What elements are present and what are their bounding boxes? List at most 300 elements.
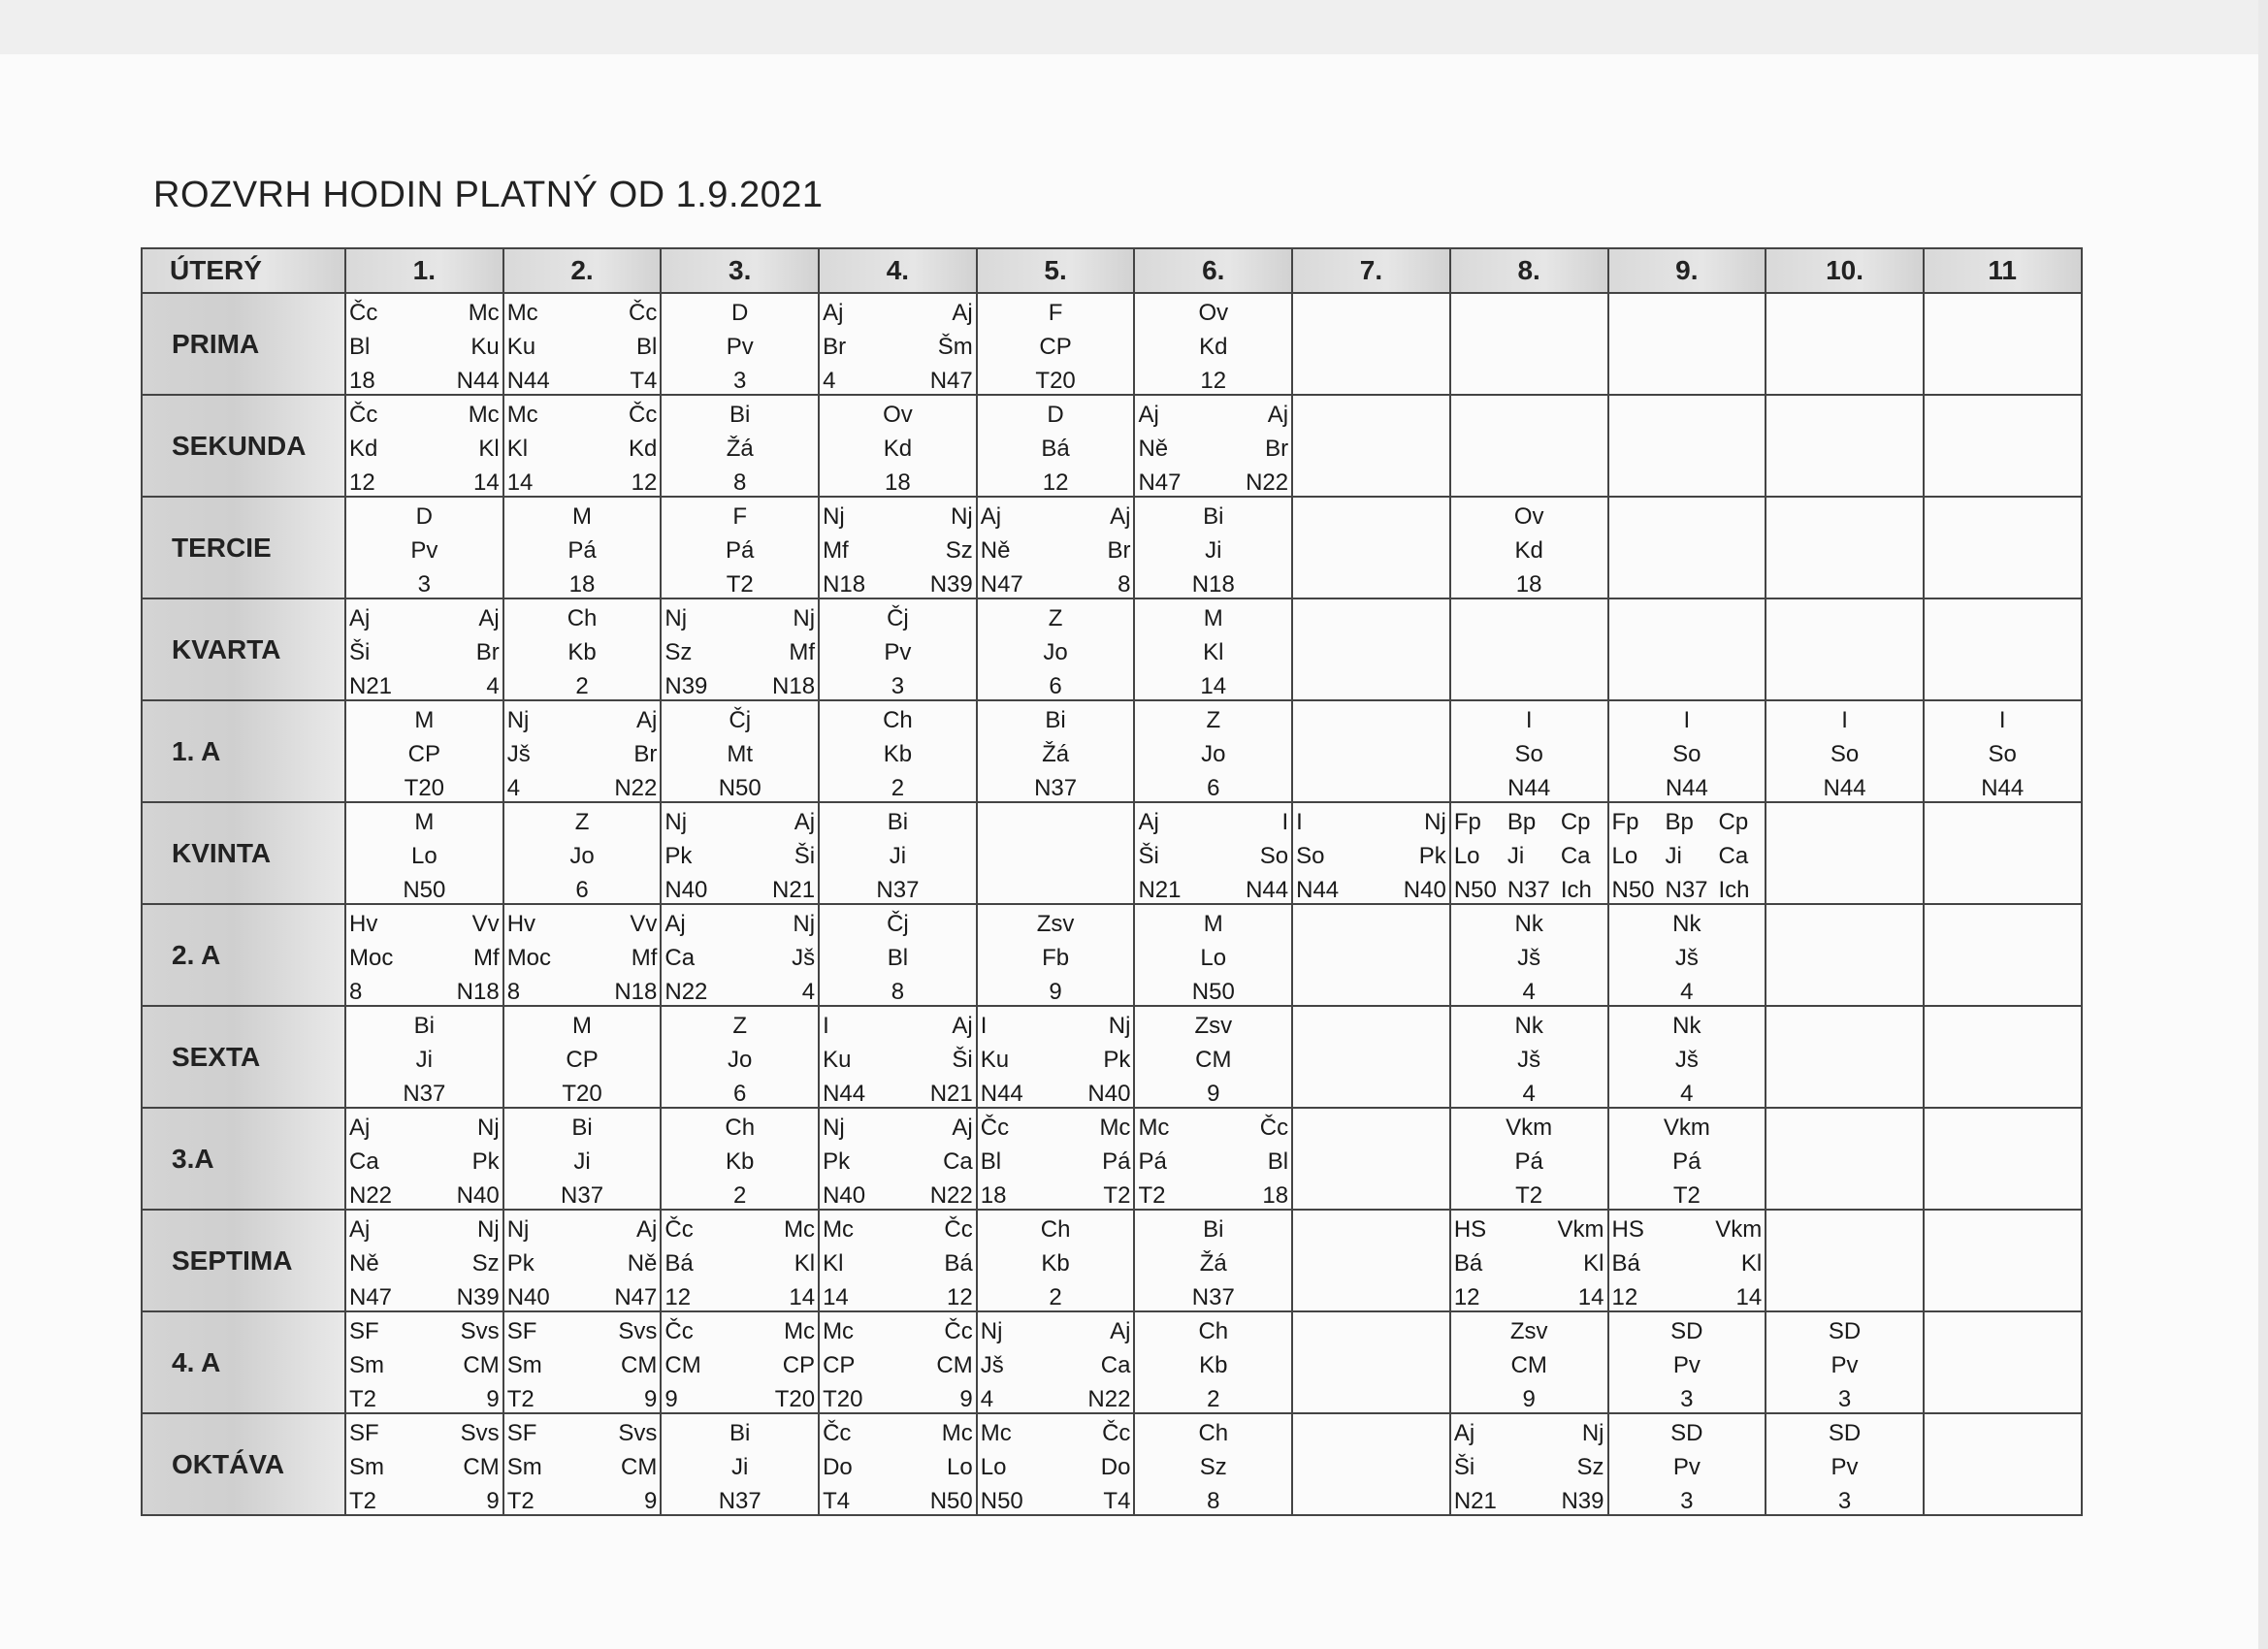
room-code: N18: [823, 571, 866, 598]
room-code: 14: [1577, 1284, 1604, 1310]
teacher-code: Ji: [573, 1148, 591, 1175]
class-row: [142, 293, 2082, 395]
teacher-code: Jš: [506, 741, 531, 767]
room-code: T2: [349, 1386, 377, 1412]
room-code: 9: [644, 1386, 658, 1412]
subject-code: I: [1296, 809, 1303, 835]
room-code: 3: [1837, 1386, 1852, 1412]
subject-code: Nj: [664, 809, 688, 835]
subject-code: Bi: [1045, 707, 1066, 733]
subject-code: Aj: [1110, 1318, 1131, 1344]
lesson-cell: [1134, 1210, 1292, 1311]
subject-code: SD: [1828, 1420, 1862, 1446]
lesson-cell: [819, 598, 977, 700]
lesson-cell: [1766, 395, 1924, 497]
room-code: 4: [1522, 979, 1536, 1005]
lesson-cell: [345, 1311, 503, 1413]
teacher-code: Ji: [1205, 537, 1222, 564]
teacher-code: Bl: [980, 1148, 1002, 1175]
teacher-code: Jš: [1674, 945, 1699, 971]
room-code: 6: [1207, 775, 1220, 801]
subject-code: Čc: [944, 1216, 973, 1243]
room-code: 9: [1207, 1081, 1220, 1107]
period-header: 10.: [1766, 248, 1924, 293]
subject-code: Čc: [629, 402, 658, 428]
teacher-code: Lo: [947, 1454, 973, 1480]
teacher-code: Jo: [1043, 639, 1068, 665]
teacher-code: Pk: [1103, 1047, 1131, 1073]
lesson-cell: [1292, 395, 1450, 497]
lesson-cell: [977, 395, 1135, 497]
subject-code: Ch: [1198, 1420, 1229, 1446]
teacher-code: Sz: [1199, 1454, 1227, 1480]
room-code: N37: [561, 1182, 604, 1209]
class-row: [142, 1311, 2082, 1413]
subject-code: Zsv: [1509, 1318, 1548, 1344]
lesson-cell: [503, 700, 662, 802]
subject-code: Bi: [729, 1420, 751, 1446]
lesson-cell: [345, 1006, 503, 1108]
lesson-cell: [345, 598, 503, 700]
lesson-cell: [1766, 700, 1924, 802]
room-code: T4: [1103, 1488, 1131, 1514]
teacher-code: Šm: [937, 334, 973, 360]
subject-code: Aj: [794, 809, 816, 835]
room-code: T2: [349, 1488, 377, 1514]
teacher-code: Ši: [952, 1047, 973, 1073]
lesson-cell: [503, 497, 662, 598]
class-name: SEPTIMA: [142, 1210, 345, 1311]
lesson-cell: [1450, 1210, 1608, 1311]
lesson-cell: [1450, 497, 1608, 598]
subject-code: Aj: [980, 503, 1002, 530]
room-code: N39: [456, 1284, 500, 1310]
teacher-code: Jš: [1517, 1047, 1541, 1073]
lesson-cell: [503, 1210, 662, 1311]
room-code: T20: [823, 1386, 863, 1412]
subject-code: Aj: [1267, 402, 1289, 428]
teacher-code: Lo: [410, 843, 437, 869]
room-code: N21: [929, 1081, 973, 1107]
lesson-cell: [1608, 1210, 1766, 1311]
subject-code: Aj: [349, 1216, 371, 1243]
lesson-cell: [1292, 1210, 1450, 1311]
room-code: 2: [733, 1182, 747, 1209]
subject-code: Mc: [823, 1216, 855, 1243]
subject-code: Aj: [1138, 402, 1159, 428]
timetable: [141, 247, 2083, 1516]
room-code: 14: [823, 1284, 849, 1310]
subject-code: Nk: [1672, 911, 1701, 937]
room-code: N37: [1191, 1284, 1235, 1310]
lesson-cell: [503, 1006, 662, 1108]
teacher-code: Ši: [349, 639, 371, 665]
room-code: T2: [1672, 1182, 1701, 1209]
teacher-code: Pá: [1138, 1148, 1167, 1175]
room-code: 3: [1837, 1488, 1852, 1514]
teacher-code: Jš: [1674, 1047, 1699, 1073]
subject-code: Cp: [1560, 809, 1591, 835]
subject-code: Nk: [1514, 911, 1543, 937]
subject-code: Bi: [413, 1013, 436, 1039]
teacher-code: Ji: [415, 1047, 434, 1073]
lesson-cell: [819, 293, 977, 395]
subject-code: Ov: [1198, 300, 1229, 326]
lesson-cell: [1924, 1108, 2082, 1210]
lesson-cell: [1134, 1006, 1292, 1108]
subject-code: Mc: [468, 402, 500, 428]
lesson-cell: [1924, 904, 2082, 1006]
teacher-code: CM: [936, 1352, 973, 1378]
lesson-cell: [1924, 395, 2082, 497]
subject-code: D: [731, 300, 749, 326]
room-code: 9: [664, 1386, 678, 1412]
room-code: N40: [664, 877, 708, 903]
teacher-code: Bl: [349, 334, 371, 360]
lesson-cell: [1292, 802, 1450, 904]
class-name: 4. A: [142, 1311, 345, 1413]
lesson-cell: [819, 395, 977, 497]
lesson-cell: [1766, 497, 1924, 598]
room-code: T2: [1138, 1182, 1166, 1209]
room-code: 8: [349, 979, 363, 1005]
room-code: T20: [1035, 368, 1076, 394]
teacher-code: Ši: [794, 843, 816, 869]
teacher-code: Sm: [506, 1352, 542, 1378]
class-row: [142, 395, 2082, 497]
teacher-code: Lo: [1200, 945, 1227, 971]
subject-code: Čj: [729, 707, 752, 733]
room-code: N44: [456, 368, 500, 394]
teacher-code: Ca: [1100, 1352, 1131, 1378]
class-name: 2. A: [142, 904, 345, 1006]
teacher-code: Kl: [1203, 639, 1224, 665]
room-code: 14: [1735, 1284, 1763, 1310]
teacher-code: Kl: [823, 1250, 844, 1277]
teacher-code: CP: [782, 1352, 816, 1378]
subject-code: Svs: [618, 1420, 658, 1446]
teacher-code: CM: [621, 1352, 658, 1378]
lesson-cell: [661, 904, 819, 1006]
lesson-cell: [503, 1413, 662, 1515]
teacher-code: Pá: [726, 537, 755, 564]
period-header: 2.: [503, 248, 662, 293]
lesson-cell: [1924, 293, 2082, 395]
subject-code: Nj: [664, 605, 688, 631]
teacher-code: Žá: [1199, 1250, 1227, 1277]
subject-code: Z: [732, 1013, 748, 1039]
teacher-code: Do: [823, 1454, 853, 1480]
room-code: 9: [959, 1386, 973, 1412]
teacher-code: Sm: [349, 1454, 384, 1480]
scan-right-margin: [2258, 0, 2268, 1649]
room-code: 14: [1200, 673, 1227, 699]
teacher-code: Kb: [1199, 1352, 1228, 1378]
teacher-code: Jš: [792, 945, 816, 971]
room-code: 4: [486, 673, 500, 699]
subject-code: Svs: [618, 1318, 658, 1344]
lesson-cell: [977, 1413, 1135, 1515]
subject-code: M: [1203, 911, 1223, 937]
subject-code: Nj: [980, 1318, 1003, 1344]
subject-code: Ch: [1040, 1216, 1071, 1243]
lesson-cell: [345, 1210, 503, 1311]
teacher-code: Ji: [1665, 843, 1682, 869]
lesson-cell: [819, 802, 977, 904]
room-code: 12: [349, 469, 375, 496]
lesson-cell: [1924, 1210, 2082, 1311]
lesson-cell: [1134, 1311, 1292, 1413]
teacher-code: Moc: [506, 945, 552, 971]
class-name: TERCIE: [142, 497, 345, 598]
period-header: 1.: [345, 248, 503, 293]
lesson-cell: [345, 802, 503, 904]
subject-code: SD: [1670, 1318, 1703, 1344]
period-header: 5.: [977, 248, 1135, 293]
lesson-cell: [1608, 700, 1766, 802]
teacher-code: Sz: [1576, 1454, 1604, 1480]
subject-code: I: [1281, 809, 1289, 835]
subject-code: Nj: [951, 503, 973, 530]
room-code: 8: [891, 979, 905, 1005]
lesson-cell: [503, 598, 662, 700]
room-code: 12: [1042, 469, 1069, 496]
subject-code: Čc: [629, 300, 658, 326]
lesson-cell: [661, 598, 819, 700]
teacher-code: Pk: [823, 1148, 851, 1175]
lesson-cell: [1924, 1006, 2082, 1108]
subject-code: I: [1525, 707, 1533, 733]
class-row: [142, 598, 2082, 700]
lesson-cell: [1766, 1108, 1924, 1210]
teacher-code: Ji: [1507, 843, 1525, 869]
lesson-cell: [977, 1108, 1135, 1210]
room-code: 18: [980, 1182, 1007, 1209]
subject-code: Nj: [823, 503, 845, 530]
subject-code: Bp: [1665, 809, 1694, 835]
room-code: 6: [733, 1081, 747, 1107]
teacher-code: Moc: [349, 945, 394, 971]
room-code: N22: [664, 979, 708, 1005]
room-code: 12: [664, 1284, 692, 1310]
lesson-cell: [1450, 802, 1608, 904]
room-code: N44: [1665, 775, 1708, 801]
lesson-cell: [1292, 904, 1450, 1006]
subject-code: Svs: [460, 1420, 500, 1446]
lesson-cell: [661, 497, 819, 598]
room-code: N50: [1453, 877, 1497, 903]
lesson-cell: [1766, 598, 1924, 700]
room-code: N47: [980, 571, 1023, 598]
lesson-cell: [1450, 700, 1608, 802]
room-code: N21: [772, 877, 816, 903]
subject-code: Aj: [1110, 503, 1131, 530]
teacher-code: Pk: [664, 843, 693, 869]
subject-code: I: [823, 1013, 829, 1039]
subject-code: SD: [1828, 1318, 1862, 1344]
teacher-code: Lo: [980, 1454, 1007, 1480]
subject-code: Vkm: [1663, 1115, 1710, 1141]
lesson-cell: [1134, 497, 1292, 598]
teacher-code: Pk: [1418, 843, 1446, 869]
subject-code: Mc: [980, 1420, 1012, 1446]
lesson-cell: [345, 700, 503, 802]
room-code: 9: [486, 1488, 500, 1514]
class-row: [142, 497, 2082, 598]
class-name: KVARTA: [142, 598, 345, 700]
room-code: N44: [1981, 775, 2025, 801]
teacher-code: Pv: [1672, 1352, 1701, 1378]
teacher-code: Fb: [1042, 945, 1070, 971]
page-title: ROZVRH HODIN PLATNÝ OD 1.9.2021: [153, 175, 824, 215]
subject-code: Ch: [1198, 1318, 1229, 1344]
subject-code: Čc: [1102, 1420, 1131, 1446]
subject-code: M: [1203, 605, 1223, 631]
lesson-cell: [1134, 700, 1292, 802]
subject-code: Nj: [477, 1216, 500, 1243]
lesson-cell: [1924, 1413, 2082, 1515]
lesson-cell: [1450, 293, 1608, 395]
lesson-cell: [819, 1108, 977, 1210]
lesson-cell: [661, 293, 819, 395]
subject-code: Čc: [1259, 1115, 1289, 1141]
lesson-cell: [1766, 293, 1924, 395]
lesson-cell: [1292, 1108, 1450, 1210]
teacher-code: Žá: [1042, 741, 1070, 767]
room-code: T4: [823, 1488, 851, 1514]
period-header: 7.: [1292, 248, 1450, 293]
subject-code: I: [1998, 707, 2006, 733]
room-code: N37: [718, 1488, 761, 1514]
lesson-cell: [503, 395, 662, 497]
class-row: [142, 700, 2082, 802]
subject-code: SD: [1670, 1420, 1703, 1446]
subject-code: SF: [506, 1420, 537, 1446]
day-header: ÚTERÝ: [142, 248, 345, 293]
subject-code: Čc: [664, 1216, 694, 1243]
room-code: 12: [1200, 368, 1227, 394]
lesson-cell: [1608, 1311, 1766, 1413]
room-code: 18: [568, 571, 596, 598]
teacher-code: Bl: [636, 334, 658, 360]
subject-code: Aj: [823, 300, 844, 326]
subject-code: Z: [1206, 707, 1221, 733]
teacher-code: Ku: [823, 1047, 852, 1073]
lesson-cell: [819, 700, 977, 802]
room-code: N21: [349, 673, 393, 699]
room-code: N50: [1611, 877, 1655, 903]
teacher-code: Mt: [727, 741, 754, 767]
room-code: T2: [506, 1386, 535, 1412]
teacher-code: Kd: [1514, 537, 1543, 564]
subject-code: Nj: [1424, 809, 1446, 835]
lesson-cell: [345, 497, 503, 598]
room-code: T2: [726, 571, 754, 598]
teacher-code: Kl: [1583, 1250, 1604, 1277]
room-code: N47: [929, 368, 973, 394]
teacher-code: Ši: [1453, 1454, 1475, 1480]
room-code: 9: [644, 1488, 658, 1514]
lesson-cell: [1292, 1413, 1450, 1515]
class-name: PRIMA: [142, 293, 345, 395]
room-code: N37: [1507, 877, 1550, 903]
room-code: N44: [980, 1081, 1023, 1107]
subject-code: Bi: [729, 402, 751, 428]
subject-code: SF: [506, 1318, 537, 1344]
subject-code: D: [1047, 402, 1064, 428]
teacher-code: CM: [664, 1352, 701, 1378]
class-name: SEXTA: [142, 1006, 345, 1108]
lesson-cell: [661, 1108, 819, 1210]
teacher-code: Pá: [1672, 1148, 1701, 1175]
subject-code: Nk: [1672, 1013, 1701, 1039]
period-header: 4.: [819, 248, 977, 293]
subject-code: Fp: [1453, 809, 1481, 835]
subject-code: Bp: [1507, 809, 1537, 835]
class-name: 3.A: [142, 1108, 345, 1210]
teacher-code: Ně: [980, 537, 1011, 564]
teacher-code: Sm: [506, 1454, 542, 1480]
teacher-code: Br: [633, 741, 658, 767]
room-code: 8: [1207, 1488, 1220, 1514]
room-code: N39: [1561, 1488, 1604, 1514]
lesson-cell: [977, 904, 1135, 1006]
lesson-cell: [1450, 1006, 1608, 1108]
lesson-cell: [819, 497, 977, 598]
teacher-code: Kl: [1740, 1250, 1763, 1277]
subject-code: Aj: [349, 1115, 371, 1141]
teacher-code: Sz: [664, 639, 693, 665]
teacher-code: Br: [1265, 436, 1289, 462]
subject-code: Z: [574, 809, 590, 835]
subject-code: Mc: [1138, 1115, 1170, 1141]
subject-code: Mc: [468, 300, 500, 326]
class-name: KVINTA: [142, 802, 345, 904]
subject-code: Mc: [941, 1420, 973, 1446]
lesson-cell: [503, 293, 662, 395]
teacher-code: Mf: [631, 945, 658, 971]
teacher-code: Pv: [1831, 1454, 1859, 1480]
lesson-cell: [1608, 293, 1766, 395]
room-code: 4: [506, 775, 521, 801]
subject-code: SF: [349, 1318, 379, 1344]
room-code: N50: [980, 1488, 1023, 1514]
teacher-code: CM: [463, 1454, 500, 1480]
lesson-cell: [1134, 395, 1292, 497]
room-code: N39: [664, 673, 708, 699]
subject-code: I: [1683, 707, 1691, 733]
subject-code: HS: [1453, 1216, 1487, 1243]
teacher-code: Mf: [473, 945, 500, 971]
teacher-code: Bá: [944, 1250, 973, 1277]
lesson-cell: [1608, 598, 1766, 700]
subject-code: Cp: [1718, 809, 1749, 835]
teacher-code: Pá: [1102, 1148, 1131, 1175]
scan-top-margin: [0, 0, 2268, 54]
subject-code: Zsv: [1036, 911, 1075, 937]
room-code: N18: [1191, 571, 1235, 598]
subject-code: Vkm: [1506, 1115, 1553, 1141]
teacher-code: Bá: [664, 1250, 694, 1277]
subject-code: Aj: [1138, 809, 1159, 835]
room-code: 12: [631, 469, 658, 496]
room-code: 4: [1680, 979, 1694, 1005]
lesson-cell: [1292, 1311, 1450, 1413]
teacher-code: Pv: [726, 334, 754, 360]
room-code: 4: [1522, 1081, 1536, 1107]
lesson-cell: [1766, 1210, 1924, 1311]
lesson-cell: [661, 700, 819, 802]
